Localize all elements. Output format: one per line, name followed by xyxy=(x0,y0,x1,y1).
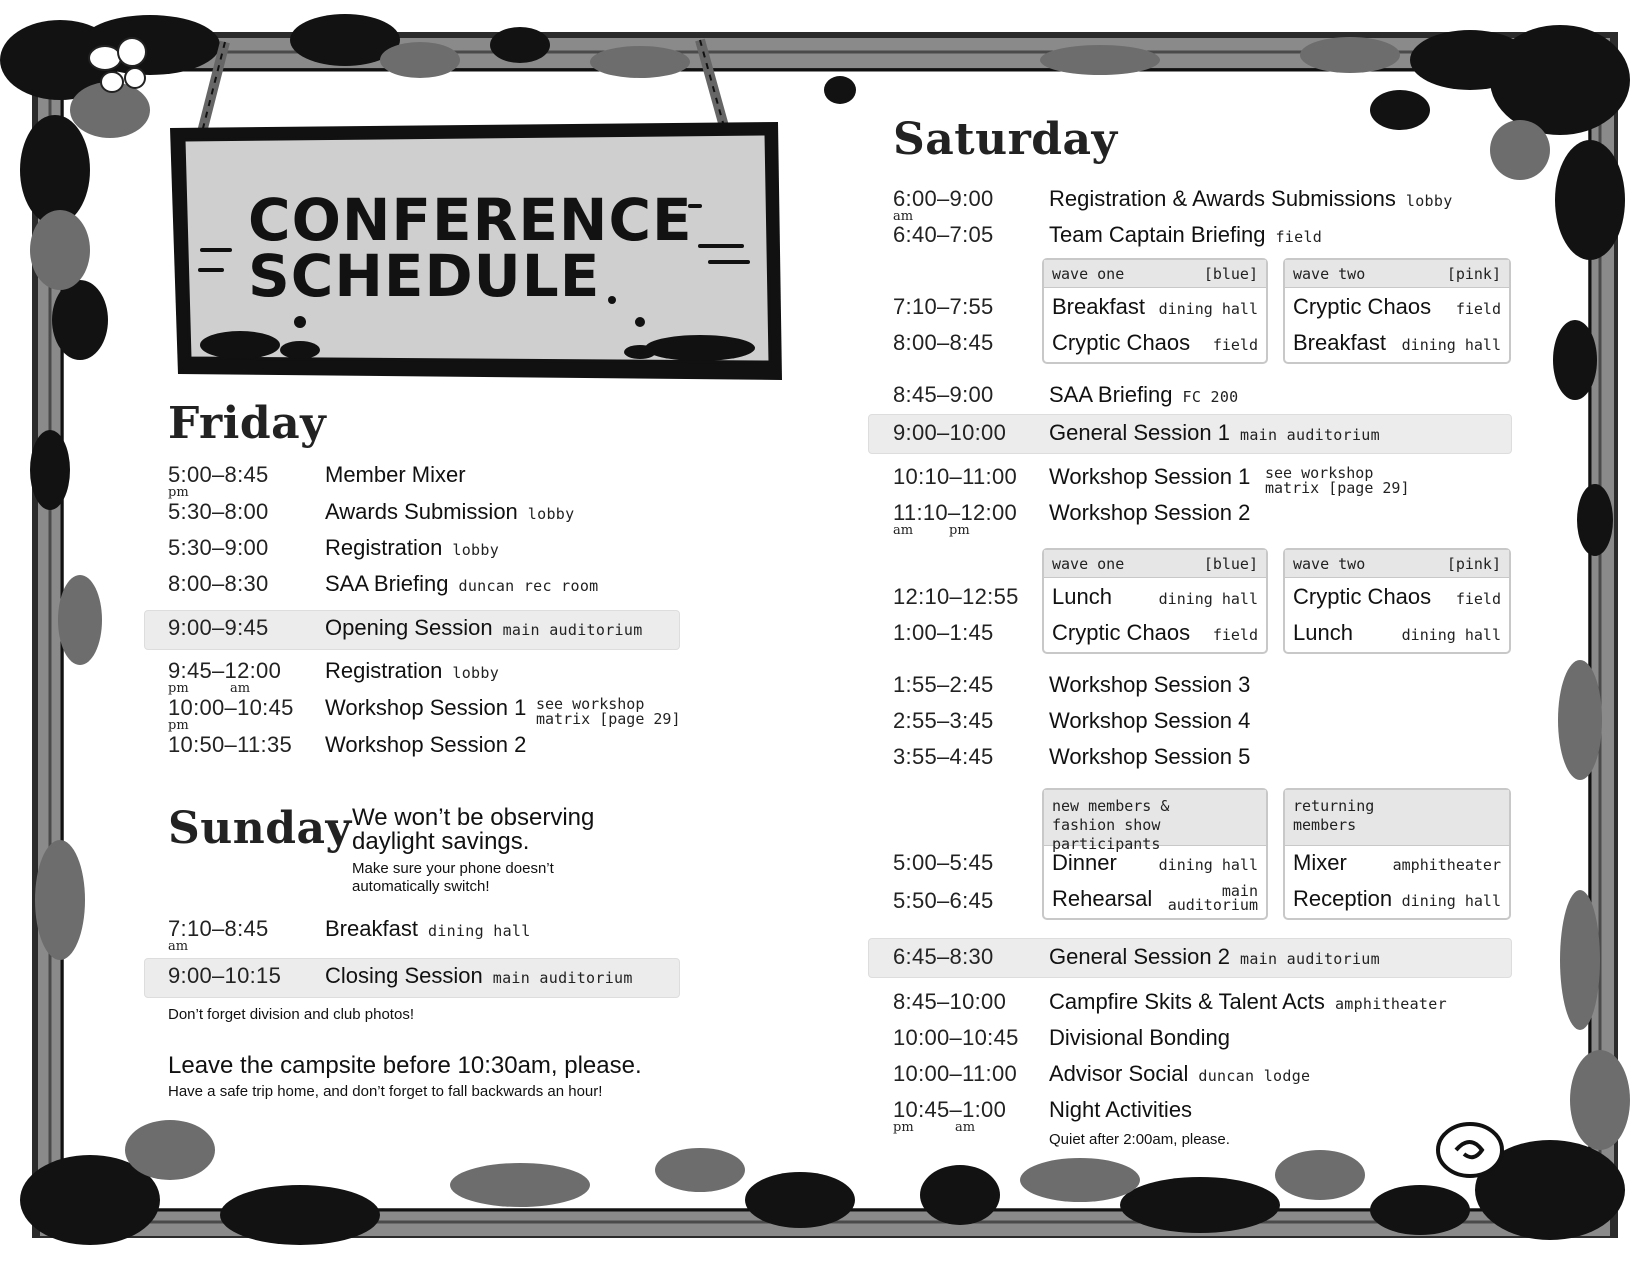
wave-header xyxy=(1285,260,1509,288)
location: dining hall xyxy=(427,922,531,940)
saturday-row xyxy=(893,1095,1513,1135)
location: field xyxy=(1455,590,1501,608)
location: dining hall xyxy=(1401,336,1501,354)
ampm: am xyxy=(893,209,914,224)
time: 9:00–10:15 xyxy=(168,963,282,988)
group-header xyxy=(1285,790,1509,846)
location: amphitheater xyxy=(1334,995,1447,1013)
time: 8:00–8:45 xyxy=(893,330,994,355)
event: Awards Submission xyxy=(325,499,518,524)
title-line-1: CONFERENCE xyxy=(248,186,693,254)
location: dining hall xyxy=(1401,892,1501,910)
photos-note: Don’t forget division and club photos! xyxy=(168,1006,414,1023)
ampm-end: am xyxy=(230,681,251,696)
ampm: am xyxy=(168,939,189,954)
saturday-row xyxy=(893,380,1513,416)
time: 9:00–9:45 xyxy=(168,615,269,640)
time: 5:00–8:45 xyxy=(168,462,269,487)
daylight-subnote-line-2: automatically switch! xyxy=(352,878,490,895)
wave-header xyxy=(1285,550,1509,578)
location: dining hall xyxy=(1401,626,1501,644)
wave-label: wave one xyxy=(1052,265,1125,283)
wave-item xyxy=(1293,584,1501,614)
group-label-line-1: returning xyxy=(1293,797,1375,815)
event: Registration xyxy=(325,535,443,560)
time: 9:00–10:00 xyxy=(893,420,1007,445)
daylight-subnote-line-1: Make sure your phone doesn’t xyxy=(352,860,554,877)
event: Registration & Awards Submissions xyxy=(1049,186,1396,211)
location: field xyxy=(1275,228,1323,246)
wave-color: [pink] xyxy=(1446,265,1501,283)
location-line-2: matrix [page 29] xyxy=(536,710,681,728)
location: field xyxy=(1212,626,1258,644)
location: duncan lodge xyxy=(1198,1067,1311,1085)
wave-item xyxy=(1052,330,1258,360)
wave-label: wave two xyxy=(1293,555,1366,573)
title-line-2: SCHEDULE xyxy=(248,242,601,310)
event: Campfire Skits & Talent Acts xyxy=(1049,989,1325,1014)
group-item xyxy=(1293,850,1501,880)
location: dining hall xyxy=(1158,590,1258,608)
wave-item xyxy=(1052,620,1258,650)
time: 5:50–6:45 xyxy=(893,888,994,913)
time: 1:00–1:45 xyxy=(893,620,994,645)
wave-one-box xyxy=(1042,258,1268,364)
friday-row xyxy=(168,693,688,733)
time: 10:45–1:00 xyxy=(893,1097,1007,1122)
event: Cryptic Chaos xyxy=(1052,620,1191,645)
time: 8:45–9:00 xyxy=(893,382,994,407)
daylight-note-line-2: daylight savings. xyxy=(352,828,530,855)
event: Mixer xyxy=(1293,850,1347,875)
location: lobby xyxy=(452,664,500,682)
location xyxy=(1168,884,1258,912)
returning-members-box xyxy=(1283,788,1511,920)
ampm-start: pm xyxy=(168,681,189,696)
event: Opening Session xyxy=(325,615,493,640)
saturday-row xyxy=(893,220,1513,256)
time: 6:00–9:00 xyxy=(893,186,994,211)
location: lobby xyxy=(452,541,500,559)
wave-color: [pink] xyxy=(1446,555,1501,573)
sunday-row xyxy=(168,961,668,997)
saturday-row xyxy=(893,670,1513,706)
group-label-line-1: new members & xyxy=(1052,797,1170,815)
time: 10:50–11:35 xyxy=(168,732,293,757)
event: Workshop Session 3 xyxy=(1049,672,1251,697)
friday-row xyxy=(168,460,668,500)
time: 12:10–12:55 xyxy=(893,584,1019,609)
friday-row xyxy=(168,656,668,696)
wave-one-box xyxy=(1042,548,1268,654)
location-note xyxy=(1265,466,1410,496)
event: Workshop Session 2 xyxy=(325,732,527,757)
ampm-start: pm xyxy=(893,1120,914,1135)
event: Cryptic Chaos xyxy=(1052,330,1191,355)
group-item xyxy=(1293,886,1501,916)
location: main auditorium xyxy=(492,969,633,987)
event: General Session 1 xyxy=(1049,420,1230,445)
wave-item xyxy=(1293,620,1501,650)
time: 2:55–3:45 xyxy=(893,708,994,733)
wave-label: wave two xyxy=(1293,265,1366,283)
location: duncan rec room xyxy=(458,577,599,595)
wave-two-box xyxy=(1283,258,1511,364)
time: 5:30–9:00 xyxy=(168,535,269,560)
event: Workshop Session 1 xyxy=(1049,464,1251,489)
location: lobby xyxy=(527,505,575,523)
wave-item xyxy=(1052,294,1258,324)
daylight-note-line-1: We won’t be observing xyxy=(352,804,595,831)
group-label-line-2: fashion show participants xyxy=(1052,816,1161,853)
event: Lunch xyxy=(1052,584,1112,609)
location: field xyxy=(1212,336,1258,354)
event: Registration xyxy=(325,658,443,683)
saturday-row xyxy=(893,987,1513,1023)
wave-two-box xyxy=(1283,548,1511,654)
sunday-heading: Sunday xyxy=(168,803,352,854)
ampm-start: am xyxy=(893,523,914,538)
time: 7:10–8:45 xyxy=(168,916,269,941)
leave-subnote: Have a safe trip home, and don’t forget to fall backwards an hour! xyxy=(168,1083,603,1100)
location-line-1: see workshop xyxy=(1265,464,1374,482)
location: main auditorium xyxy=(1240,426,1380,444)
saturday-row xyxy=(893,706,1513,742)
time: 6:45–8:30 xyxy=(893,944,994,969)
event: Breakfast xyxy=(1293,330,1386,355)
event: Workshop Session 1 xyxy=(325,695,527,720)
time: 1:55–2:45 xyxy=(893,672,994,697)
event: SAA Briefing xyxy=(325,571,449,596)
event: Rehearsal xyxy=(1052,886,1153,911)
saturday-row xyxy=(893,498,1513,538)
saturday-row xyxy=(893,742,1513,778)
event: Cryptic Chaos xyxy=(1293,294,1432,319)
location: amphitheater xyxy=(1392,856,1501,874)
event: Lunch xyxy=(1293,620,1353,645)
event: Breakfast xyxy=(325,916,418,941)
location: main auditorium xyxy=(502,621,643,639)
group-label-line-2: members xyxy=(1293,816,1357,834)
location-line-1: main xyxy=(1221,882,1258,900)
event: SAA Briefing xyxy=(1049,382,1173,407)
time: 8:00–8:30 xyxy=(168,571,269,596)
event: Workshop Session 5 xyxy=(1049,744,1251,769)
wave-label: wave one xyxy=(1052,555,1125,573)
daylight-note xyxy=(352,806,594,854)
time: 10:10–11:00 xyxy=(893,464,1018,489)
location-line-1: see workshop xyxy=(536,695,645,713)
friday-row xyxy=(168,533,668,569)
time: 5:00–5:45 xyxy=(893,850,994,875)
event: General Session 2 xyxy=(1049,944,1230,969)
event: Dinner xyxy=(1052,850,1117,875)
location: dining hall xyxy=(1158,300,1258,318)
sunday-row xyxy=(168,914,668,954)
event: Night Activities xyxy=(1049,1097,1193,1122)
saturday-row xyxy=(893,462,1513,498)
saturday-row xyxy=(893,418,1513,454)
time: 8:45–10:00 xyxy=(893,989,1007,1014)
event: Divisional Bonding xyxy=(1049,1025,1230,1050)
location-line-2: auditorium xyxy=(1167,896,1258,914)
friday-row xyxy=(168,730,668,766)
new-members-box xyxy=(1042,788,1268,920)
group-header xyxy=(1044,790,1266,853)
time: 10:00–10:45 xyxy=(168,695,294,720)
group-item xyxy=(1052,882,1258,916)
event: Workshop Session 2 xyxy=(1049,500,1251,525)
location: lobby xyxy=(1405,192,1453,210)
location: main auditorium xyxy=(1240,950,1380,968)
event: Breakfast xyxy=(1052,294,1145,319)
wave-item xyxy=(1052,584,1258,614)
event: Member Mixer xyxy=(325,462,466,487)
location: FC 200 xyxy=(1182,388,1239,406)
time: 10:00–10:45 xyxy=(893,1025,1019,1050)
wave-color: [blue] xyxy=(1203,265,1258,283)
time: 5:30–8:00 xyxy=(168,499,269,524)
wave-header xyxy=(1044,550,1266,578)
location: field xyxy=(1455,300,1501,318)
leave-note: Leave the campsite before 10:30am, please. xyxy=(168,1052,642,1079)
location-line-2: matrix [page 29] xyxy=(1265,479,1410,497)
group-item xyxy=(1052,850,1258,880)
friday-row xyxy=(168,613,668,649)
time: 6:40–7:05 xyxy=(893,222,994,247)
daylight-subnote xyxy=(352,860,554,896)
saturday-row xyxy=(893,1023,1513,1059)
friday-row xyxy=(168,497,668,533)
event: Workshop Session 4 xyxy=(1049,708,1251,733)
event: Closing Session xyxy=(325,963,483,988)
saturday-heading: Saturday xyxy=(893,114,1118,165)
wave-color: [blue] xyxy=(1203,555,1258,573)
time: 7:10–7:55 xyxy=(893,294,994,319)
wave-header xyxy=(1044,260,1266,288)
time: 3:55–4:45 xyxy=(893,744,994,769)
event: Team Captain Briefing xyxy=(1049,222,1266,247)
time: 11:10–12:00 xyxy=(893,500,1018,525)
quiet-note: Quiet after 2:00am, please. xyxy=(1049,1131,1230,1148)
saturday-row xyxy=(893,184,1513,224)
location: dining hall xyxy=(1158,856,1258,874)
time: 10:00–11:00 xyxy=(893,1061,1018,1086)
ampm: pm xyxy=(168,485,189,500)
event: Advisor Social xyxy=(1049,1061,1189,1086)
ampm-end: pm xyxy=(949,523,970,538)
friday-heading: Friday xyxy=(168,398,327,449)
ampm: pm xyxy=(168,718,189,733)
event: Cryptic Chaos xyxy=(1293,584,1432,609)
ampm-end: am xyxy=(955,1120,976,1135)
saturday-row xyxy=(893,942,1513,978)
event: Reception xyxy=(1293,886,1393,911)
location-note xyxy=(536,697,681,727)
friday-row xyxy=(168,569,668,605)
time: 9:45–12:00 xyxy=(168,658,282,683)
wave-item xyxy=(1293,294,1501,324)
wave-item xyxy=(1293,330,1501,360)
saturday-row xyxy=(893,1059,1513,1095)
schedule-title xyxy=(248,186,693,310)
